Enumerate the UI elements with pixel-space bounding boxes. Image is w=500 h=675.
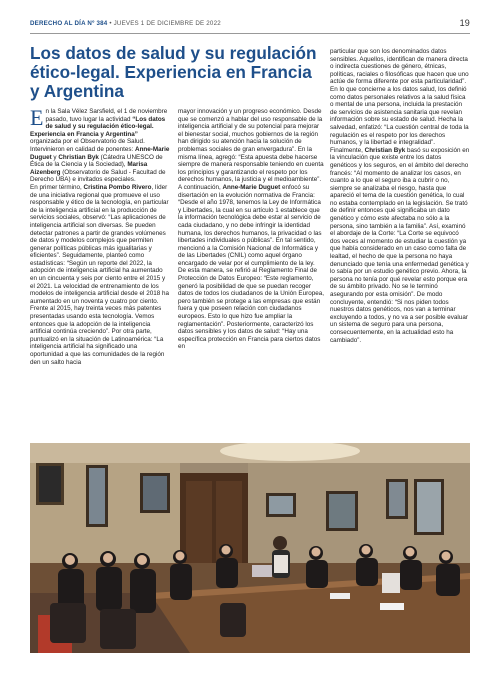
paragraph (30, 184, 170, 366)
column-2 (178, 108, 324, 351)
event-photo (30, 443, 470, 653)
text-run: organizada por el Observatorio de Salud. Intervinieron en calidad de ponentes: (30, 138, 145, 153)
column-1 (30, 105, 170, 366)
paragraph (330, 147, 470, 344)
publication-name: DERECHO AL DÍA Nº 384 (30, 20, 108, 27)
paragraph-intro (30, 105, 170, 184)
page-header (30, 20, 470, 32)
speaker-name: Christian Byk (364, 146, 406, 154)
conference-room-photo (30, 443, 470, 653)
paragraph (178, 184, 324, 351)
text-run: (Cátedra UNESCO de Ética de la Ciencia y la Sociedad), (30, 153, 163, 169)
text-run: enfocó su disertación en la evolución normativa de Francia: “Desde el año 1978, tenemos la Ley de Informática y Libertades, la cual en su artículo 1 establece que la información tecnológica debe estar al servicio de cada ciudadano, y no debe infringir la identidad humana, los derechos humanos, la privacidad o las libertades individuales o públicas”. En tal sentido, mencionó a la Comisión Nacional de Informática y de las Libertades (CNIL) como aquel órgano encargado de velar por el cumplimiento de la ley. De esta manera, se refirió al Reglamento Final de Protección de Datos Europeo: “Este reglamento, generó la posibilidad de que se puedan recoger datos de todos los ciudadanos de la Unión Europea, pero también se protege a las empresas que están fuera y que poseen relación con ciudadanos europeos. Esto lo que hizo fue ampliar la reglamentación”. Posteriormente, caracterizó los datos sensibles y los datos de salud: “Hay una específica protección en Francia para ciertos datos en (178, 183, 324, 351)
text-run: Finalmente, (330, 146, 365, 154)
text-run: En primer término, (30, 183, 84, 191)
drop-cap: E (30, 105, 44, 130)
article-title: Los datos de salud y su regulación ético-legal. Experiencia en Francia y Argentina (30, 43, 317, 101)
speaker-name: Anne-Marie Duguet (30, 145, 170, 161)
text-run: n la Sala Vélez Sarsfield, el 1 de noviembre pasado, tuvo lugar la actividad (45, 108, 168, 123)
paragraph: particular que son los denominados datos sensibles. Aquellos, identifican de manera directa o indirecta cuestiones de género, étnicas, políticas, raciales o filosóficas que hacen que uno actúe de forma diferente por esta particularidad”. En lo que concierne a los datos salud, los definió como datos personales relativos a la salud física o mental de una persona, incluida la prestación de servicios de asistencia sanitaria que revelan información sobre su estado de salud. Hecha la salvedad, enfatizó: “La cuestión central de toda la regulación es el respeto por los derechos humanos, y la libertad e integralidad”. (330, 48, 469, 147)
text-run: basó su exposición en la vinculación que existe entre los datos genéticos y los seguros, en el ámbito del derecho francés: “Al momento de analizar los casos, en cuanto a lo que el seguro iba a cubrir o no, siempre se analizaba el riesgo, hasta que apareció el tema de la cuestión genética, lo cual no estaba contemplado en la legislación. Se trató de definir entonces qué significaba un dato genético y cómo este afectaba no sólo a la persona, sino también a la familia”. Así, examinó el abordaje de la Corte: “La Corte se equivocó dos veces al momento de estudiar la cuestión ya que había considerado en un caso como falta de lealtad, el hecho de que la persona no haya denunciado que tenía una enfermedad genética y lo sabía por un estudio genético previo. Ahora, la persona no tenía por qué revelar esto porque era de su ámbito privado. No se le terminó asegurando por esta omisión”. De modo concluyente, entendió: “Si nos piden todos nuestros datos genéticos, nos van a terminar excluyendo a todos, y no va a ser posible evaluar un sistema de seguro para una persona, consecuentemente, en la actualidad esto ha cambiado”. (330, 146, 470, 344)
header-divider (30, 33, 470, 34)
issue-date: • JUEVES 1 DE DICIEMBRE DE 2022 (107, 20, 221, 27)
text-run: y (51, 153, 59, 161)
event-title: “Los datos de salud y su regulación ético-legal. Experiencia en Francia y Argentina” (30, 115, 166, 138)
paragraph: mayor innovación y un progreso económico. Desde que se comenzó a hablar del uso responsable de la inteligencia artificial y de su potencial para mejorar el bienestar social, muchos gobiernos de la región han dirigido su atención hacia la solución de problemas sociales de gran envergadura”. En la misma línea, agregó: “Esta apuesta debe hacerse siempre de manera responsable teniendo en cuenta los principios y garantizando el respeto por los derechos humanos, la justicia y el medioambiente”. (178, 108, 324, 184)
column-3 (330, 48, 470, 344)
page-number: 19 (459, 18, 470, 28)
text-run: (Observatorio de Salud - Facultad de Derecho UBA) e invitados especiales. (30, 168, 166, 184)
text-run: , líder de una iniciativa regional que promueve el uso responsable y ético de la tecnología, en particular de la inteligencia artificial en la producción de servicios sociales, observó: “Las aplicaciones de inteligencia artificial son diversas. Se pueden detectar patrones a partir de grandes volúmenes de datos y modelos complejos que permiten generar políticas públicas más igualitarias y eficientes”. Seguidamente, planteó como estadísticas: “Según un reporte del 2022, la adopción de inteligencia artificial ha aumentado en un cincuenta y seis por ciento entre el 2015 y el 2021. La velocidad de entrenamiento de los modelos de inteligencia artificial desde el 2018 ha aumentado en un noventa y cuatro por ciento. Frente al 2015, hay treinta veces más patentes presentadas usando esta tecnología. Vemos entonces que la adopción de la inteligencia artificial continúa creciendo”. Por otra parte, puntualizó en la situación de Latinoamérica: “La inteligencia artificial ha significado una oportunidad a que las comunidades de la región den un salto hacia (30, 183, 169, 366)
speaker-name: Marisa Aizenberg (30, 161, 148, 176)
speaker-name: Anne-Marie Duguet (222, 183, 281, 191)
speaker-name: Christian Byk (58, 153, 99, 161)
speaker-name: Cristina Pombo Rivero (83, 183, 152, 191)
text-run: A continuación, (178, 183, 223, 191)
